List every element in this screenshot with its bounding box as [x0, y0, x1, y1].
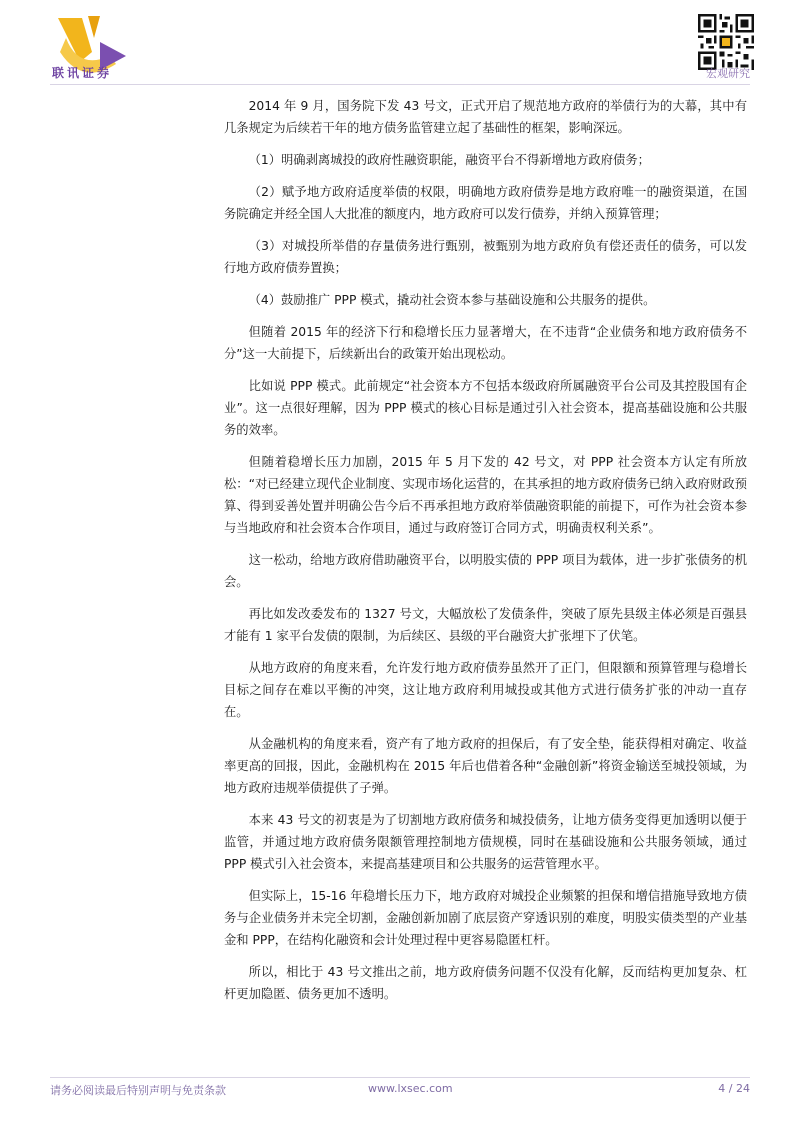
header-divider	[50, 84, 750, 85]
qr-code-icon	[698, 14, 754, 70]
logo-text: 联讯证券	[52, 66, 113, 80]
paragraph: 再比如发改委发布的 1327 号文，大幅放松了发债条件，突破了原先县级主体必须是百强县才能有 1 家平台发债的限制，为后续区、县级的平台融资大扩张埋下了伏笔。	[224, 607, 747, 643]
paragraph: 但随着稳增长压力加剧，2015 年 5 月下发的 42 号文，对 PPP 社会资本方认定有所放松：“对已经建立现代企业制度、实现市场化运营的，在其承担的地方政府债务已纳入政府财政预算、得到妥善处置并明确公告今后不再承担地方政府举债融资职能的前提下，可作为社会资本参与当地政府和社会资本合作项目，通过与政府签订合同方式，明确责权利关系”。	[224, 455, 747, 535]
paragraph: （4）鼓励推广 PPP 模式，撬动社会资本参与基础设施和公共服务的提供。	[248, 293, 656, 307]
paragraph: （3）对城投所举借的存量债务进行甄别，被甄别为地方政府负有偿还责任的债务，可以发行地方政府债券置换；	[224, 239, 747, 275]
disclaimer-link[interactable]: 请务必阅读最后特别声明与免责条款	[50, 1084, 226, 1097]
report-body	[224, 95, 747, 1015]
footer-divider	[50, 1077, 750, 1078]
paragraph: 但随着 2015 年的经济下行和稳增长压力显著增大，在不违背“企业债务和地方政府债务不分”这一大前提下，后续新出台的政策开始出现松动。	[224, 325, 747, 361]
paragraph: 从金融机构的角度来看，资产有了地方政府的担保后，有了安全垫，能获得相对确定、收益率更高的回报，因此，金融机构在 2015 年后也借着各种“金融创新”将资金输送至城投领域，为地方政府违规举债提供了子弹。	[224, 737, 747, 795]
paragraph: 2014 年 9 月，国务院下发 43 号文，正式开启了规范地方政府的举债行为的大幕，其中有几条规定为后续若干年的地方债务监管建立起了基础性的框架，影响深远。	[224, 99, 747, 135]
paragraph: 但实际上，15-16 年稳增长压力下，地方政府对城投企业频繁的担保和增信措施导致地方债务与企业债务并未完全切割，金融创新加剧了底层资产穿透识别的难度，明股实债类型的产业基金和 PPP，在结构化融资和会计处理过程中更容易隐匿杠杆。	[224, 889, 747, 947]
report-category: 宏观研究	[706, 67, 750, 80]
page-number: 4 / 24	[718, 1082, 750, 1095]
paragraph: 所以，相比于 43 号文推出之前，地方政府债务问题不仅没有化解，反而结构更加复杂、杠杆更加隐匿、债务更加不透明。	[224, 965, 747, 1001]
paragraph: 本来 43 号文的初衷是为了切割地方政府债务和城投债务，让地方债务变得更加透明以便于监管，并通过地方政府债务限额管理控制地方债规模，同时在基础设施和公共服务领域，通过 PPP 模式引入社会资本，来提高基建项目和公共服务的运营管理水平。	[224, 813, 747, 871]
page-header	[0, 0, 800, 86]
website-link[interactable]: www.lxsec.com	[368, 1082, 453, 1095]
paragraph: 比如说 PPP 模式。此前规定“社会资本方不包括本级政府所属融资平台公司及其控股国有企业”。这一点很好理解，因为 PPP 模式的核心目标是通过引入社会资本，提高基础设施和公共服务的效率。	[224, 379, 747, 437]
paragraph: 这一松动，给地方政府借助融资平台，以明股实债的 PPP 项目为载体，进一步扩张债务的机会。	[224, 553, 747, 589]
paragraph: （2）赋予地方政府适度举债的权限，明确地方政府债券是地方政府唯一的融资渠道，在国务院确定并经全国人大批准的额度内，地方政府可以发行债券，并纳入预算管理；	[224, 185, 747, 221]
page-footer	[50, 1082, 750, 1100]
paragraph: 从地方政府的角度来看，允许发行地方政府债券虽然开了正门，但限额和预算管理与稳增长目标之间存在难以平衡的冲突，这让地方政府利用城投或其他方式进行债务扩张的冲动一直存在。	[224, 661, 747, 719]
paragraph: （1）明确剥离城投的政府性融资职能，融资平台不得新增地方政府债务；	[248, 153, 650, 167]
